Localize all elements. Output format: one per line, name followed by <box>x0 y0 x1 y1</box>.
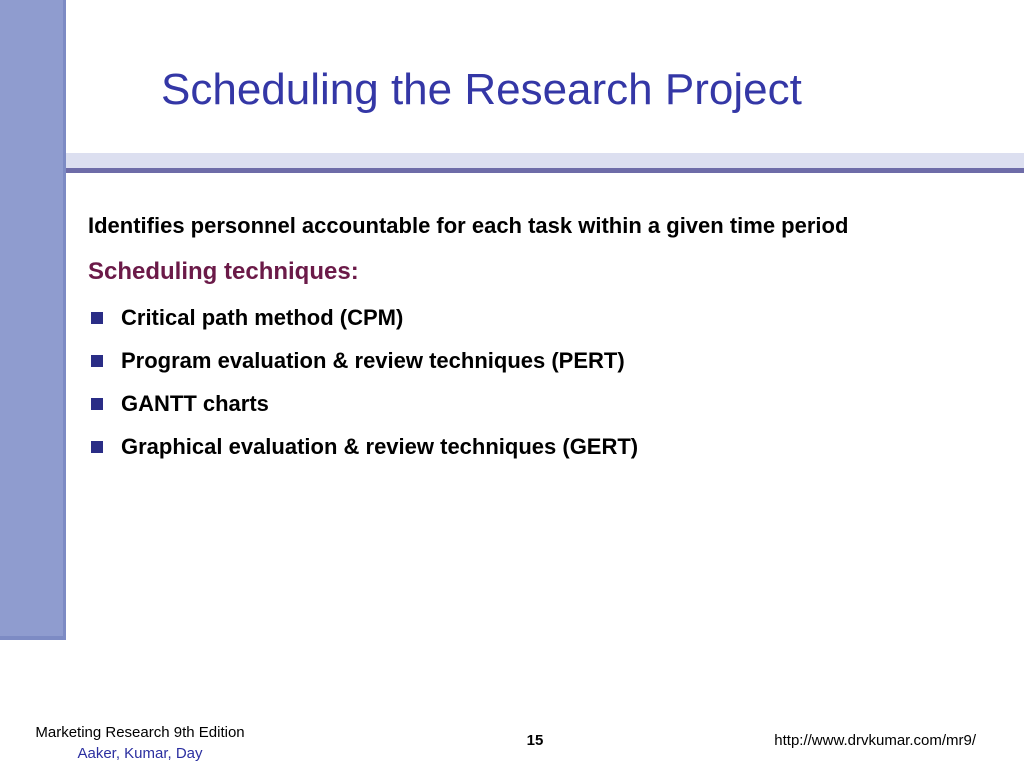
subheading: Scheduling techniques: <box>88 258 359 285</box>
list-item-text: Graphical evaluation & review techniques (GERT) <box>121 434 639 459</box>
footer-url[interactable]: http://www.drvkumar.com/mr9/ <box>774 732 976 749</box>
list-item-text: Critical path method (CPM) <box>121 305 404 330</box>
square-bullet-icon <box>91 312 103 324</box>
slide-title: Scheduling the Research Project <box>161 65 802 114</box>
list-item-text: Program evaluation & review techniques (PERT) <box>121 348 625 373</box>
square-bullet-icon <box>91 355 103 367</box>
list-item-text: GANTT charts <box>121 391 269 416</box>
footer-credits <box>20 722 260 764</box>
footer-book-title: Marketing Research 9th Edition <box>35 724 245 741</box>
square-bullet-icon <box>91 441 103 453</box>
square-bullet-icon <box>91 398 103 410</box>
title-band <box>66 153 1024 168</box>
title-divider <box>66 168 1024 173</box>
intro-text: Identifies personnel accountable for each task within a given time period <box>88 213 849 238</box>
left-accent-bar <box>0 0 66 640</box>
footer-authors: Aaker, Kumar, Day <box>77 745 203 762</box>
page-number: 15 <box>526 732 544 749</box>
